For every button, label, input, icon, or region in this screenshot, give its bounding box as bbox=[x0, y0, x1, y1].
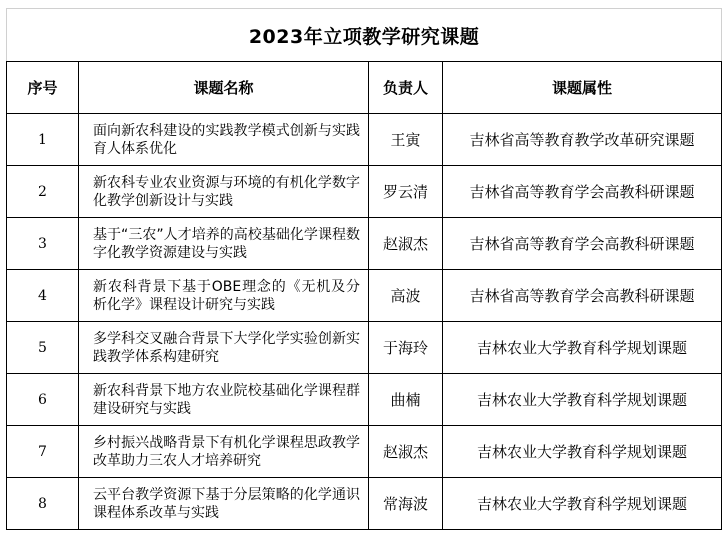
row-attribute: 吉林省高等教育学会高教科研课题 bbox=[443, 166, 722, 218]
row-project-name: 多学科交叉融合背景下大学化学实验创新实践教学体系构建研究 bbox=[93, 330, 360, 365]
row-attribute: 吉林农业大学教育科学规划课题 bbox=[443, 478, 722, 530]
row-project-name-cell bbox=[79, 322, 369, 374]
row-index: 5 bbox=[7, 322, 79, 374]
row-project-name-cell bbox=[79, 478, 369, 530]
row-leader: 赵淑杰 bbox=[369, 426, 443, 478]
row-project-name-cell bbox=[79, 114, 369, 166]
row-project-name: 面向新农科建设的实践教学模式创新与实践育人体系优化 bbox=[93, 122, 360, 157]
row-project-name-cell bbox=[79, 218, 369, 270]
row-leader: 于海玲 bbox=[369, 322, 443, 374]
row-project-name-cell bbox=[79, 426, 369, 478]
row-index: 6 bbox=[7, 374, 79, 426]
table-row bbox=[7, 478, 722, 530]
row-project-name-cell bbox=[79, 374, 369, 426]
project-table-sheet bbox=[6, 8, 721, 530]
row-leader: 常海波 bbox=[369, 478, 443, 530]
title-row bbox=[7, 9, 722, 62]
row-index: 1 bbox=[7, 114, 79, 166]
header-row bbox=[7, 62, 722, 114]
row-project-name: 乡村振兴战略背景下有机化学课程思政教学改革助力三农人才培养研究 bbox=[93, 434, 360, 469]
project-table bbox=[6, 8, 722, 530]
header-attribute: 课题属性 bbox=[443, 62, 722, 114]
row-project-name-cell bbox=[79, 166, 369, 218]
row-attribute: 吉林省高等教育学会高教科研课题 bbox=[443, 270, 722, 322]
row-attribute: 吉林农业大学教育科学规划课题 bbox=[443, 374, 722, 426]
table-row bbox=[7, 114, 722, 166]
header-index: 序号 bbox=[7, 62, 79, 114]
row-project-name-cell bbox=[79, 270, 369, 322]
row-attribute: 吉林省高等教育学会高教科研课题 bbox=[443, 218, 722, 270]
row-project-name: 基于“三农”人才培养的高校基础化学课程数字化教学资源建设与实践 bbox=[93, 226, 360, 261]
row-leader: 王寅 bbox=[369, 114, 443, 166]
row-project-name: 新农科背景下基于OBE理念的《无机及分析化学》课程设计研究与实践 bbox=[93, 278, 360, 313]
row-index: 2 bbox=[7, 166, 79, 218]
row-project-name: 云平台教学资源下基于分层策略的化学通识课程体系改革与实践 bbox=[93, 486, 360, 521]
table-row bbox=[7, 426, 722, 478]
row-index: 8 bbox=[7, 478, 79, 530]
header-leader: 负责人 bbox=[369, 62, 443, 114]
row-index: 7 bbox=[7, 426, 79, 478]
row-leader: 高波 bbox=[369, 270, 443, 322]
row-leader: 曲楠 bbox=[369, 374, 443, 426]
row-index: 3 bbox=[7, 218, 79, 270]
row-index: 4 bbox=[7, 270, 79, 322]
table-row bbox=[7, 166, 722, 218]
row-leader: 赵淑杰 bbox=[369, 218, 443, 270]
table-row bbox=[7, 322, 722, 374]
table-row bbox=[7, 218, 722, 270]
row-leader: 罗云清 bbox=[369, 166, 443, 218]
row-attribute: 吉林农业大学教育科学规划课题 bbox=[443, 426, 722, 478]
row-project-name: 新农科背景下地方农业院校基础化学课程群建设研究与实践 bbox=[93, 382, 360, 417]
table-row bbox=[7, 270, 722, 322]
header-name: 课题名称 bbox=[79, 62, 369, 114]
row-project-name: 新农科专业农业资源与环境的有机化学数字化教学创新设计与实践 bbox=[93, 174, 360, 209]
table-row bbox=[7, 374, 722, 426]
row-attribute: 吉林省高等教育教学改革研究课题 bbox=[443, 114, 722, 166]
table-title: 2023年立项教学研究课题 bbox=[7, 9, 722, 62]
row-attribute: 吉林农业大学教育科学规划课题 bbox=[443, 322, 722, 374]
